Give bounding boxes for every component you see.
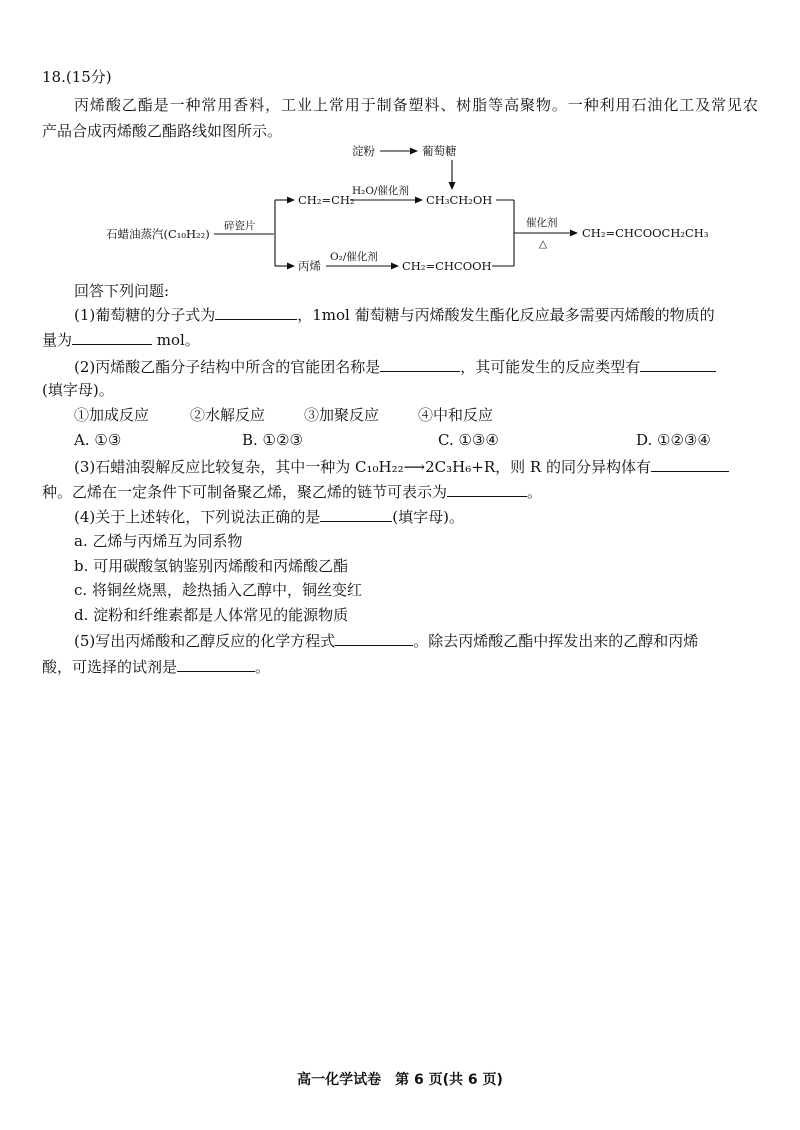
q5-text-b: 。除去丙烯酸乙酯中挥发出来的乙醇和丙烯: [413, 632, 699, 650]
starch-label: 淀粉: [352, 144, 375, 158]
intro-line-2: 产品合成丙烯酸乙酯路线如图所示。: [42, 122, 283, 140]
q5-blank-equation[interactable]: [335, 631, 413, 646]
q1-blank-amount[interactable]: [72, 330, 152, 345]
q4-choice-d[interactable]: d. 淀粉和纤维素都是人体常见的能源物质: [74, 606, 349, 624]
q4-text-a: (4)关于上述转化，下列说法正确的是: [74, 508, 321, 526]
answer-prompt: 回答下列问题:: [74, 282, 170, 300]
q1-line-1: [74, 305, 758, 325]
q2-blank-functional-group[interactable]: [380, 357, 460, 372]
option-c[interactable]: C. ①③④: [438, 431, 499, 449]
question-number: 18.(15分): [42, 68, 112, 86]
q3-blank-repeat-unit[interactable]: [447, 482, 527, 497]
glucose-label: 葡萄糖: [422, 144, 457, 158]
q3-blank-isomers[interactable]: [651, 457, 729, 472]
q3-text-b: 种。乙烯在一定条件下可制备聚乙烯，聚乙烯的链节可表示为: [42, 483, 448, 501]
acrylic-acid-label: CH₂=CHCOOH: [402, 259, 492, 273]
q4-choice-a[interactable]: a. 乙烯与丙烯互为同系物: [74, 532, 243, 550]
q1-text-c: 量为: [42, 331, 73, 349]
synthesis-route-diagram: [0, 0, 800, 300]
product-label: CH₂=CHCOOCH₂CH₃: [582, 226, 709, 240]
q1-text-a: (1)葡萄糖的分子式为: [74, 306, 216, 324]
q5-line-2: [42, 657, 758, 677]
q3-line-1: [74, 457, 758, 477]
q1-text-b: ，1mol 葡萄糖与丙烯酸发生酯化反应最多需要丙烯酸的物质的: [297, 306, 715, 324]
reaction-3: ③加聚反应: [304, 406, 380, 424]
arrowhead: [287, 263, 295, 270]
reaction-4: ④中和反应: [418, 406, 494, 424]
option-a[interactable]: A. ①③: [74, 431, 122, 449]
arrowhead: [287, 197, 295, 204]
arrowhead: [391, 263, 399, 270]
arrowhead: [410, 148, 418, 155]
ethylene-label: CH₂=CH₂: [298, 193, 355, 207]
option-d[interactable]: D. ①②③④: [636, 431, 711, 449]
hydration-condition: H₂O/催化剂: [352, 185, 410, 197]
q4-blank-answer[interactable]: [320, 507, 392, 522]
q5-text-d: 。: [255, 658, 271, 676]
paraffin-label: 石蜡油蒸汽(C₁₀H₂₂): [106, 227, 210, 241]
q5-text-a: (5)写出丙烯酸和乙醇反应的化学方程式: [74, 632, 336, 650]
q1-text-d: mol。: [156, 331, 200, 349]
q4-choice-c[interactable]: c. 将铜丝烧黑，趁热插入乙醇中，铜丝变红: [74, 581, 362, 599]
propylene-label: 丙烯: [298, 259, 321, 273]
q1-line-2: [42, 330, 758, 350]
reaction-1: ①加成反应: [74, 406, 150, 424]
ethanol-label: CH₃CH₂OH: [426, 193, 493, 207]
arrowhead: [415, 197, 423, 204]
q5-text-c: 酸，可选择的试剂是: [42, 658, 178, 676]
q3-text-a: (3)石蜡油裂解反应比较复杂，其中一种为 C₁₀H₂₂⟶2C₃H₆+R，则 R 的同分异构体有: [74, 458, 651, 476]
q2-text-b: ，其可能发生的反应类型有: [460, 358, 641, 376]
option-b[interactable]: B. ①②③: [242, 431, 303, 449]
heating-symbol: △: [539, 238, 548, 250]
q5-blank-reagent[interactable]: [177, 657, 255, 672]
page-footer: 高一化学试卷 第 6 页(共 6 页): [297, 1072, 503, 1088]
intro-line-1: 丙烯酸乙酯是一种常用香料，工业上常用于制备塑料、树脂等高聚物。一种利用石油化工及常见农: [74, 96, 758, 114]
porcelain-catalyst-label: 碎瓷片: [224, 220, 256, 232]
q4-choice-b[interactable]: b. 可用碳酸氢钠鉴别丙烯酸和丙烯酸乙酯: [74, 557, 349, 575]
q4-text-b: (填字母)。: [392, 508, 464, 526]
q2-text-a: (2)丙烯酸乙酯分子结构中所含的官能团名称是: [74, 358, 381, 376]
q2-line-1: [74, 357, 758, 377]
esterification-catalyst: 催化剂: [526, 217, 558, 229]
q5-line-1: [74, 631, 758, 651]
q2-line-2: (填字母)。: [42, 381, 114, 399]
arrowhead: [449, 182, 456, 190]
q2-blank-reaction-types[interactable]: [640, 357, 716, 372]
oxidation-condition: O₂/催化剂: [330, 251, 378, 263]
q4-stem: [74, 507, 758, 527]
q3-text-c: 。: [527, 483, 543, 501]
reaction-2: ②水解反应: [190, 406, 266, 424]
arrowhead: [570, 230, 578, 237]
q1-blank-formula[interactable]: [215, 305, 297, 320]
q3-line-2: [42, 482, 758, 502]
